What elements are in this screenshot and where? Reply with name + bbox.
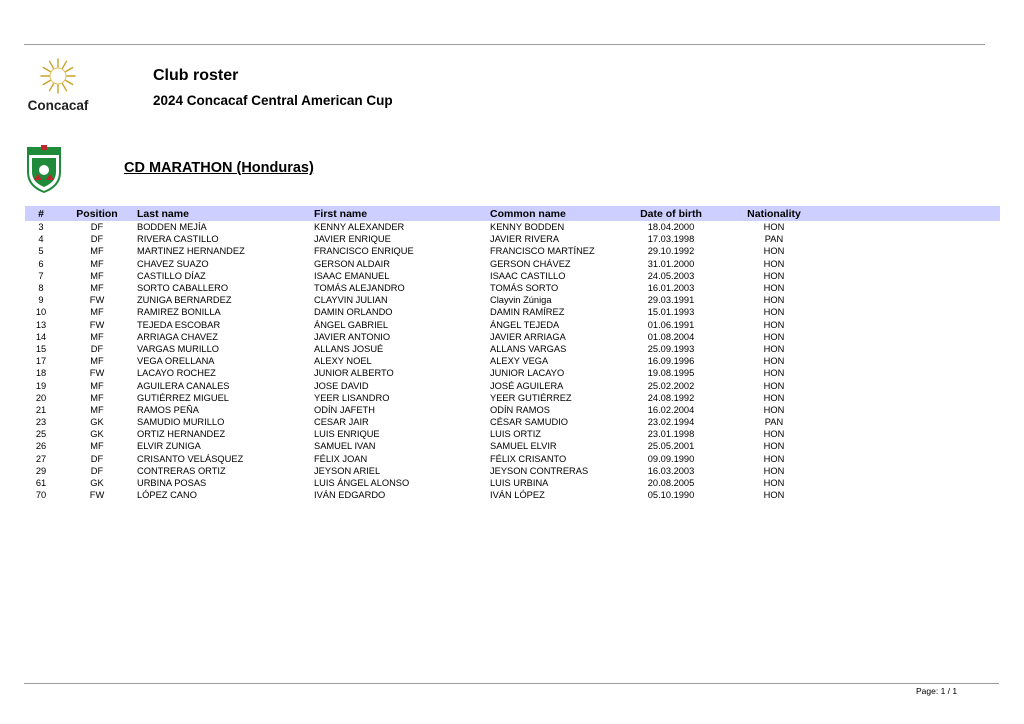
player-last-name: SAMUDIO MURILLO <box>137 417 225 428</box>
player-nationality: HON <box>763 295 785 306</box>
player-number: 20 <box>35 392 47 403</box>
table-row <box>25 355 1000 367</box>
table-row <box>25 404 1000 416</box>
table-row <box>25 379 1000 391</box>
player-last-name: AGUILERA CANALES <box>137 380 230 391</box>
player-number: 70 <box>35 490 47 501</box>
player-common-name: LUIS URBINA <box>490 478 549 489</box>
player-dob: 18.04.2000 <box>647 222 695 233</box>
player-first-name: LUIS ÁNGEL ALONSO <box>314 478 410 489</box>
player-first-name: ISAAC EMANUEL <box>314 270 390 281</box>
player-common-name: FÉLIX CRISANTO <box>490 453 567 464</box>
player-nationality: HON <box>763 270 785 281</box>
player-dob: 29.03.1991 <box>647 295 695 306</box>
player-common-name: KENNY BODDEN <box>490 222 565 233</box>
player-position: DF <box>90 234 104 245</box>
player-first-name: TOMÁS ALEJANDRO <box>314 283 405 294</box>
col-last-name: Last name <box>137 206 314 221</box>
player-common-name: ISAAC CASTILLO <box>490 270 566 281</box>
table-row <box>25 428 1000 440</box>
table-row <box>25 331 1000 343</box>
competition-title: 2024 Concacaf Central American Cup <box>153 93 393 108</box>
player-nationality: HON <box>763 429 785 440</box>
player-number: 19 <box>35 380 47 391</box>
row-filler <box>834 294 1000 306</box>
row-filler <box>834 233 1000 245</box>
table-header-row <box>25 206 1000 221</box>
player-last-name: ORTIZ HERNANDEZ <box>137 429 226 440</box>
logo-wordmark: Concacaf <box>27 98 89 113</box>
table-row <box>25 221 1000 233</box>
player-number: 21 <box>35 404 47 415</box>
player-nationality: HON <box>763 368 785 379</box>
player-last-name: CHAVEZ SUAZO <box>137 258 209 269</box>
player-dob: 16.02.2004 <box>647 404 695 415</box>
player-position: FW <box>89 368 105 379</box>
player-common-name: JEYSON CONTRERAS <box>490 465 589 476</box>
player-first-name: LUIS ENRIQUE <box>314 429 380 440</box>
row-filler <box>834 367 1000 379</box>
table-row <box>25 343 1000 355</box>
table-row <box>25 319 1000 331</box>
player-last-name: LACAYO ROCHEZ <box>137 368 216 379</box>
player-common-name: CÉSAR SAMUDIO <box>490 417 569 428</box>
player-last-name: BODDEN MEJÍA <box>137 222 207 233</box>
player-last-name: VEGA ORELLANA <box>137 356 215 367</box>
player-common-name: IVÁN LÓPEZ <box>490 490 545 501</box>
player-dob: 20.08.2005 <box>647 478 695 489</box>
player-first-name: GERSON ALDAIR <box>314 258 390 269</box>
player-position: MF <box>90 392 104 403</box>
player-nationality: HON <box>763 490 785 501</box>
player-first-name: ALEXY NOEL <box>314 356 372 367</box>
row-filler <box>834 306 1000 318</box>
col-common-name: Common name <box>490 206 628 221</box>
player-nationality: HON <box>763 441 785 452</box>
player-common-name: JOSÉ AGUILERA <box>490 380 564 391</box>
player-last-name: TEJEDA ESCOBAR <box>137 319 221 330</box>
page-title: Club roster <box>153 67 239 84</box>
player-number: 7 <box>38 270 44 281</box>
player-last-name: SORTO CABALLERO <box>137 283 229 294</box>
player-last-name: ELVIR ZUNIGA <box>137 441 201 452</box>
row-filler <box>834 453 1000 465</box>
player-nationality: HON <box>763 343 785 354</box>
table-row <box>25 367 1000 379</box>
player-nationality: HON <box>763 331 785 342</box>
row-filler <box>834 428 1000 440</box>
player-number: 17 <box>35 356 47 367</box>
col-date-of-birth: Date of birth <box>628 206 714 221</box>
player-first-name: SAMUEL IVAN <box>314 441 376 452</box>
player-dob: 09.09.1990 <box>647 453 695 464</box>
player-position: MF <box>90 258 104 269</box>
col-nationality: Nationality <box>714 206 834 221</box>
player-first-name: JAVIER ANTONIO <box>314 331 391 342</box>
player-number: 61 <box>35 478 47 489</box>
player-first-name: ÁNGEL GABRIEL <box>314 319 389 330</box>
row-filler <box>834 221 1000 233</box>
player-number: 29 <box>35 465 47 476</box>
player-dob: 16.03.2003 <box>647 465 695 476</box>
player-nationality: HON <box>763 246 785 257</box>
player-position: MF <box>90 380 104 391</box>
table-row <box>25 306 1000 318</box>
player-position: FW <box>89 319 105 330</box>
player-number: 13 <box>35 319 47 330</box>
player-number: 27 <box>35 453 47 464</box>
player-common-name: JAVIER ARRIAGA <box>490 331 566 342</box>
table-row <box>25 245 1000 257</box>
player-last-name: GUTIÉRREZ MIGUEL <box>137 392 229 403</box>
concacaf-logo <box>22 54 94 116</box>
player-dob: 29.10.1992 <box>647 246 695 257</box>
page-number: Page: 1 / 1 <box>916 686 958 696</box>
player-first-name: FÉLIX JOAN <box>314 453 368 464</box>
player-dob: 19.08.1995 <box>647 368 695 379</box>
player-number: 23 <box>35 417 47 428</box>
roster-table <box>25 206 1000 501</box>
player-first-name: JUNIOR ALBERTO <box>314 368 394 379</box>
player-nationality: PAN <box>764 417 784 428</box>
col-filler <box>834 206 1000 221</box>
player-dob: 25.09.1993 <box>647 343 695 354</box>
player-first-name: YEER LISANDRO <box>314 392 390 403</box>
player-position: MF <box>90 441 104 452</box>
player-position: MF <box>90 356 104 367</box>
player-position: MF <box>90 307 104 318</box>
row-filler <box>834 477 1000 489</box>
player-nationality: HON <box>763 258 785 269</box>
row-filler <box>834 319 1000 331</box>
player-first-name: JOSE DAVID <box>314 380 369 391</box>
player-common-name: YEER GUTIÉRREZ <box>490 392 572 403</box>
player-nationality: HON <box>763 380 785 391</box>
player-dob: 23.01.1998 <box>647 429 695 440</box>
player-common-name: ALLANS VARGAS <box>490 343 567 354</box>
table-row <box>25 489 1000 501</box>
player-last-name: ARRIAGA CHAVEZ <box>137 331 218 342</box>
row-filler <box>834 282 1000 294</box>
player-position: DF <box>90 465 104 476</box>
player-position: MF <box>90 283 104 294</box>
team-crest-icon <box>24 144 64 194</box>
table-row <box>25 282 1000 294</box>
player-number: 18 <box>35 368 47 379</box>
player-number: 14 <box>35 331 47 342</box>
col-first-name: First name <box>314 206 490 221</box>
player-last-name: RIVERA CASTILLO <box>137 234 219 245</box>
player-dob: 24.05.2003 <box>647 270 695 281</box>
player-last-name: RAMOS PEÑA <box>137 404 199 415</box>
player-common-name: ÁNGEL TEJEDA <box>490 319 560 330</box>
row-filler <box>834 440 1000 452</box>
row-filler <box>834 404 1000 416</box>
table-row <box>25 477 1000 489</box>
player-position: DF <box>90 222 104 233</box>
player-dob: 01.06.1991 <box>647 319 695 330</box>
player-dob: 25.05.2001 <box>647 441 695 452</box>
player-nationality: HON <box>763 404 785 415</box>
player-last-name: ZUNIGA BERNARDEZ <box>137 295 232 306</box>
player-position: FW <box>89 490 105 501</box>
player-last-name: CONTRERAS ORTIZ <box>137 465 226 476</box>
player-position: DF <box>90 453 104 464</box>
player-nationality: HON <box>763 478 785 489</box>
player-number: 3 <box>38 222 44 233</box>
player-nationality: HON <box>763 222 785 233</box>
player-common-name: DAMIN RAMÍREZ <box>490 307 565 318</box>
player-dob: 15.01.1993 <box>647 307 695 318</box>
table-row <box>25 233 1000 245</box>
player-nationality: HON <box>763 283 785 294</box>
player-common-name: Clayvin Zúniga <box>490 295 552 306</box>
player-first-name: KENNY ALEXANDER <box>314 222 405 233</box>
player-last-name: LÓPEZ CANO <box>137 490 197 501</box>
player-last-name: CRISANTO VELÁSQUEZ <box>137 453 244 464</box>
row-filler <box>834 489 1000 501</box>
table-row <box>25 465 1000 477</box>
row-filler <box>834 379 1000 391</box>
player-common-name: ODÍN RAMOS <box>490 404 550 415</box>
player-position: MF <box>90 404 104 415</box>
player-common-name: TOMÁS SORTO <box>490 283 559 294</box>
player-last-name: URBINA POSAS <box>137 478 207 489</box>
player-last-name: CASTILLO DÍAZ <box>137 270 206 281</box>
player-last-name: VARGAS MURILLO <box>137 343 219 354</box>
row-filler <box>834 258 1000 270</box>
player-number: 26 <box>35 441 47 452</box>
player-number: 9 <box>38 295 44 306</box>
player-position: MF <box>90 246 104 257</box>
player-dob: 16.01.2003 <box>647 283 695 294</box>
player-position: FW <box>89 295 105 306</box>
player-common-name: JAVIER RIVERA <box>490 234 560 245</box>
player-common-name: LUIS ORTIZ <box>490 429 541 440</box>
player-last-name: RAMIREZ BONILLA <box>137 307 221 318</box>
player-common-name: GERSON CHÁVEZ <box>490 258 571 269</box>
table-row <box>25 294 1000 306</box>
player-dob: 23.02.1994 <box>647 417 695 428</box>
player-nationality: HON <box>763 465 785 476</box>
player-position: GK <box>90 417 104 428</box>
player-dob: 24.08.1992 <box>647 392 695 403</box>
player-common-name: ALEXY VEGA <box>490 356 549 367</box>
table-row <box>25 258 1000 270</box>
player-dob: 01.08.2004 <box>647 331 695 342</box>
table-row <box>25 440 1000 452</box>
row-filler <box>834 416 1000 428</box>
player-nationality: HON <box>763 307 785 318</box>
player-last-name: MARTINEZ HERNANDEZ <box>137 246 245 257</box>
row-filler <box>834 392 1000 404</box>
player-first-name: CLAYVIN JULIAN <box>314 295 388 306</box>
player-dob: 16.09.1996 <box>647 356 695 367</box>
player-nationality: HON <box>763 319 785 330</box>
player-number: 6 <box>38 258 44 269</box>
player-number: 4 <box>38 234 44 245</box>
player-dob: 25.02.2002 <box>647 380 695 391</box>
row-filler <box>834 465 1000 477</box>
table-row <box>25 392 1000 404</box>
team-name: CD MARATHON (Honduras) <box>124 160 314 176</box>
player-first-name: FRANCISCO ENRIQUE <box>314 246 414 257</box>
roster-body <box>25 221 1000 501</box>
table-row <box>25 416 1000 428</box>
player-dob: 05.10.1990 <box>647 490 695 501</box>
row-filler <box>834 331 1000 343</box>
player-common-name: JUNIOR LACAYO <box>490 368 565 379</box>
player-first-name: ALLANS JOSUÉ <box>314 343 384 354</box>
row-filler <box>834 245 1000 257</box>
row-filler <box>834 270 1000 282</box>
player-dob: 17.03.1998 <box>647 234 695 245</box>
table-row <box>25 453 1000 465</box>
player-number: 25 <box>35 429 47 440</box>
player-common-name: FRANCISCO MARTÍNEZ <box>490 246 595 257</box>
bottom-divider <box>24 683 999 684</box>
player-nationality: PAN <box>764 234 784 245</box>
player-first-name: CESAR JAIR <box>314 417 369 428</box>
player-position: MF <box>90 331 104 342</box>
player-position: GK <box>90 429 104 440</box>
player-first-name: JEYSON ARIEL <box>314 465 381 476</box>
player-nationality: HON <box>763 356 785 367</box>
player-nationality: HON <box>763 453 785 464</box>
player-number: 10 <box>35 307 47 318</box>
top-divider <box>24 44 985 45</box>
row-filler <box>834 343 1000 355</box>
player-nationality: HON <box>763 392 785 403</box>
row-filler <box>834 355 1000 367</box>
player-number: 15 <box>35 343 47 354</box>
player-first-name: DAMIN ORLANDO <box>314 307 393 318</box>
player-position: MF <box>90 270 104 281</box>
player-first-name: IVÁN EDGARDO <box>314 490 386 501</box>
col-number: # <box>25 206 57 221</box>
player-position: DF <box>90 343 104 354</box>
player-dob: 31.01.2000 <box>647 258 695 269</box>
player-position: GK <box>90 478 104 489</box>
player-first-name: JAVIER ENRIQUE <box>314 234 391 245</box>
table-row <box>25 270 1000 282</box>
player-first-name: ODÍN JAFETH <box>314 404 375 415</box>
player-number: 5 <box>38 246 44 257</box>
player-number: 8 <box>38 283 44 294</box>
col-position: Position <box>57 206 137 221</box>
player-common-name: SAMUEL ELVIR <box>490 441 557 452</box>
